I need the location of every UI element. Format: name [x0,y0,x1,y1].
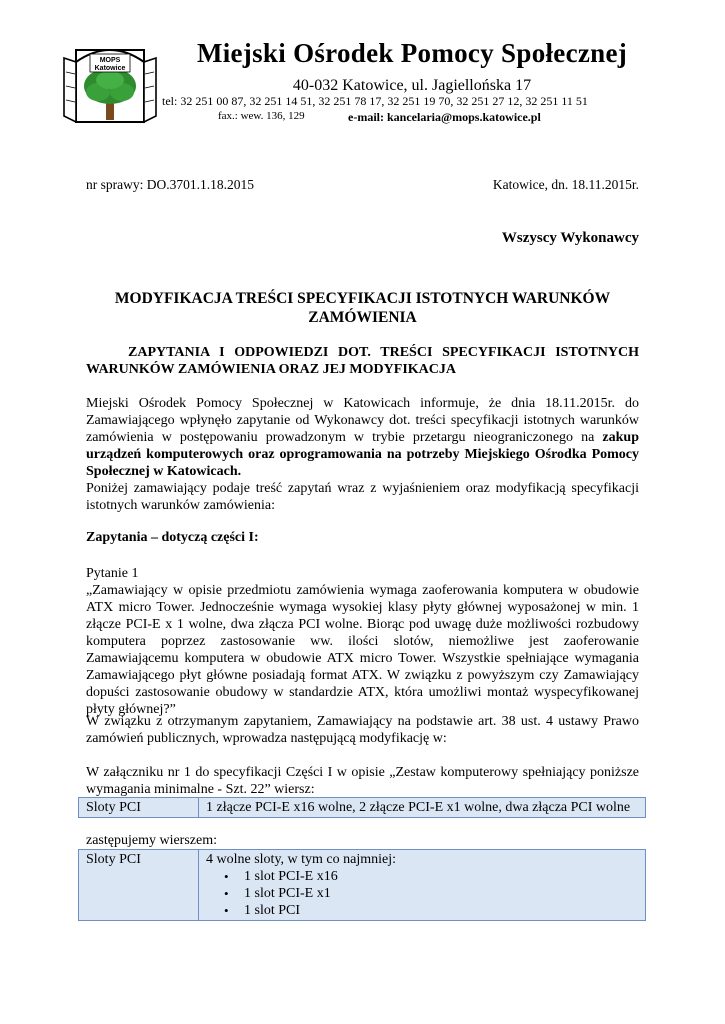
organization-phones: tel: 32 251 00 87, 32 251 14 51, 32 251 78 17, 32 251 19 70, 32 251 27 12, 32 251 11 51 [162,94,588,108]
svg-text:MOPS: MOPS [99,57,121,64]
new-spec-table [78,849,646,921]
document-title: MODYFIKACJA TREŚCI SPECYFIKACJI ISTOTNYCH WARUNKÓW ZAMÓWIENIA [114,290,611,326]
old-spec-table [78,797,646,818]
list-item: • 1 slot PCI [244,902,638,919]
intro-text: Miejski Ośrodek Pomocy Społecznej w Katowicach informuje, że dnia 18.11.2015r. do Zamawiającego wpłynęło zapytanie od Wykonawcy dot. treści specyfikacji istotnych warunków zamówienia w postępowaniu prowadzonym w trybie przetargu nieograniczonego na [86,396,639,445]
document-date: Katowice, dn. 18.11.2015r. [492,177,639,192]
question-label: Pytanie 1 [86,566,139,581]
spec-intro: 4 wolne sloty, w tym co najmniej: [206,852,397,867]
slot-list [206,868,638,919]
organization-fax: fax.: wew. 136, 129 [218,110,305,122]
section-heading: Zapytania – dotyczą części I: [86,530,259,545]
explanation-paragraph: Poniżej zamawiający podaje treść zapytań wraz z wyjaśnieniem oraz modyfikacją specyfikacji istotnych warunków zamówienia: [86,481,639,513]
list-item: • 1 slot PCI-E x1 [244,885,638,902]
mops-logo [62,40,158,124]
intro-paragraph [86,395,639,480]
attachment-paragraph: W załączniku nr 1 do specyfikacji Części I w opisie „Zestaw komputerowy spełniający poniższe wymagania minimalne - Szt. 22” wiersz: [86,765,639,797]
organization-address: 40-032 Katowice, ul. Jagiellońska 17 [292,77,532,94]
question-block [86,565,639,718]
document-subtitle: ZAPYTANIA I ODPOWIEDZI DOT. TREŚCI SPECYFIKACJI ISTOTNYCH WARUNKÓW ZAMÓWIENIA ORAZ JEJ MODYFIKACJA [86,345,639,377]
spec-value: 1 złącze PCI-E x16 wolne, 2 złącze PCI-E x1 wolne, dwa złącza PCI wolne [199,798,646,818]
spec-value [199,850,646,921]
intro-subject: zakup urządzeń komputerowych oraz oprogramowania na potrzeby Miejskiego Ośrodka Pomocy Społecznej w Katowicach. [86,430,639,479]
modification-paragraph: W związku z otrzymanym zapytaniem, Zamawiający na podstawie art. 38 ust. 4 ustawy Prawo zamówień publicznych, wprowadza następującą modyfikację w: [86,714,639,746]
spec-label: Sloty PCI [79,798,199,818]
organization-name: Miejski Ośrodek Pomocy Społecznej [196,38,628,68]
svg-text:Katowice: Katowice [94,65,126,72]
case-number: nr sprawy: DO.3701.1.18.2015 [86,177,254,192]
addressee: Wszyscy Wykonawcy [501,230,639,246]
table-row [79,798,646,818]
list-item: • 1 slot PCI-E x16 [244,868,638,885]
replace-text: zastępujemy wierszem: [86,833,218,848]
table-row [79,850,646,921]
spec-label: Sloty PCI [79,850,199,921]
question-text: „Zamawiający w opisie przedmiotu zamówienia wymaga zaoferowania komputera w obudowie ATX micro Tower. Jednocześnie wymaga wysokiej klasy płyty głównej wyposażonej w min. 1 złącze PCI-E x 1 wolne, dwa złącza PCI wolne. Biorąc pod uwagę duże możliwości rozbudowy komputera poprzez zastosowanie ww. ilości slotów, niemożliwe jest zaoferowanie Zamawiającemu komputera w obudowie ATX micro Tower. Wszystkie spełniające wymagania Zamawiającego płyt główne posiadają format ATX. W związku z powyższym czy Zamawiający dopuści zastosowanie obudowy w standardzie ATX, która umożliwi montaż wyspecyfikowanej płyty głównej?” [86,583,639,717]
organization-email: e-mail: kancelaria@mops.katowice.pl [348,110,541,124]
